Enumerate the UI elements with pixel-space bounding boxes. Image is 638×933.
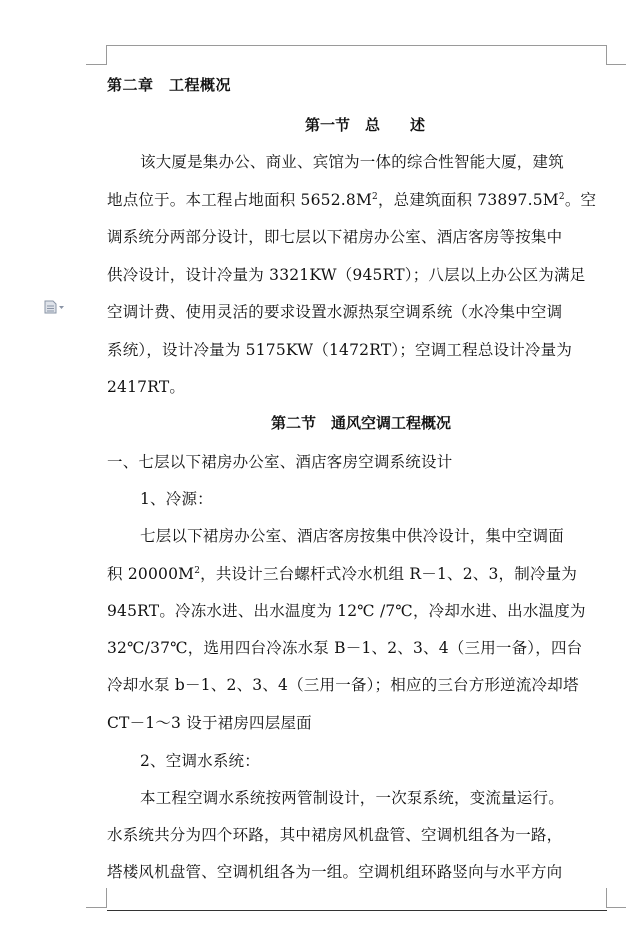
crop-mark-top-right-h (606, 64, 626, 65)
item-heading: 2、空调水系统： (140, 752, 260, 770)
paragraph-text: ，共设计三台螺杆式冷水机组 R－1、2、3，制冷量为 (200, 565, 578, 583)
page-bottom-edge (107, 910, 607, 911)
section-title: 第一节 总 述 (305, 116, 426, 134)
superscript: 2 (194, 566, 201, 576)
paragraph-text: ，总建筑面积 73897.5M (377, 191, 559, 209)
paragraph-line: CT－1～3 设于裙房四层屋面 (107, 714, 312, 732)
document-icon[interactable] (44, 299, 66, 313)
paragraph-line: 2417RT。 (107, 378, 186, 396)
paragraph-line: 本工程空调水系统按两管制设计，一次泵系统，变流量运行。 (140, 789, 564, 807)
paragraph-line: 调系统分两部分设计，即七层以下裙房办公室、酒店客房等按集中 (107, 228, 563, 246)
paragraph-text: 积 20000M (107, 565, 195, 583)
paragraph-line: 七层以下裙房办公室、酒店客房按集中供冷设计，集中空调面 (140, 527, 564, 545)
page-top-edge (106, 45, 606, 46)
crop-mark-bottom-left-v (106, 888, 107, 908)
paragraph-line (107, 188, 596, 210)
paragraph-line: 塔楼风机盘管、空调机组各为一组。空调机组环路竖向与水平方向 (107, 863, 563, 881)
crop-mark-top-left-h (86, 64, 106, 65)
section-title: 第二节 通风空调工程概况 (271, 414, 452, 432)
subsection-heading: 一、七层以下裙房办公室、酒店客房空调系统设计 (107, 453, 453, 471)
crop-mark-bottom-right-v (606, 888, 607, 908)
paragraph-line: 系统），设计冷量为 5175KW（1472RT）；空调工程总设计冷量为 (107, 341, 573, 359)
paragraph-line: 水系统共分为四个环路，其中裙房风机盘管、空调机组各为一路， (107, 826, 563, 844)
crop-mark-bottom-right-h (606, 907, 626, 908)
paragraph-line: 945RT。冷冻水进、出水温度为 12℃ /7℃，冷却水进、出水温度为 (107, 602, 586, 620)
paragraph-text: 地点位于。本工程占地面积 5652.8M (107, 191, 373, 209)
paragraph-line: 该大厦是集办公、商业、宾馆为一体的综合性智能大厦，建筑 (140, 153, 564, 171)
crop-mark-top-left-v (106, 45, 107, 65)
paragraph-line (107, 562, 577, 584)
chapter-title: 第二章 工程概况 (107, 76, 232, 94)
paragraph-line: 供冷设计，设计冷量为 3321KW（945RT）；八层以上办公区为满足 (107, 266, 586, 284)
crop-mark-bottom-left-h (86, 907, 106, 908)
crop-mark-top-right-v (606, 45, 607, 65)
paragraph-line: 冷却水泵 b－1、2、3、4（三用一备）；相应的三台方形逆流冷却塔 (107, 676, 579, 694)
paragraph-line: 32℃/37℃，选用四台冷冻水泵 B－1、2、3、4（三用一备），四台 (107, 639, 583, 657)
item-heading: 1、冷源： (140, 490, 213, 508)
superscript: 2 (558, 192, 565, 202)
paragraph-line: 空调计费、使用灵活的要求设置水源热泵空调系统（水冷集中空调 (107, 303, 563, 321)
superscript: 2 (372, 192, 378, 202)
paragraph-text: 。空 (564, 191, 597, 209)
